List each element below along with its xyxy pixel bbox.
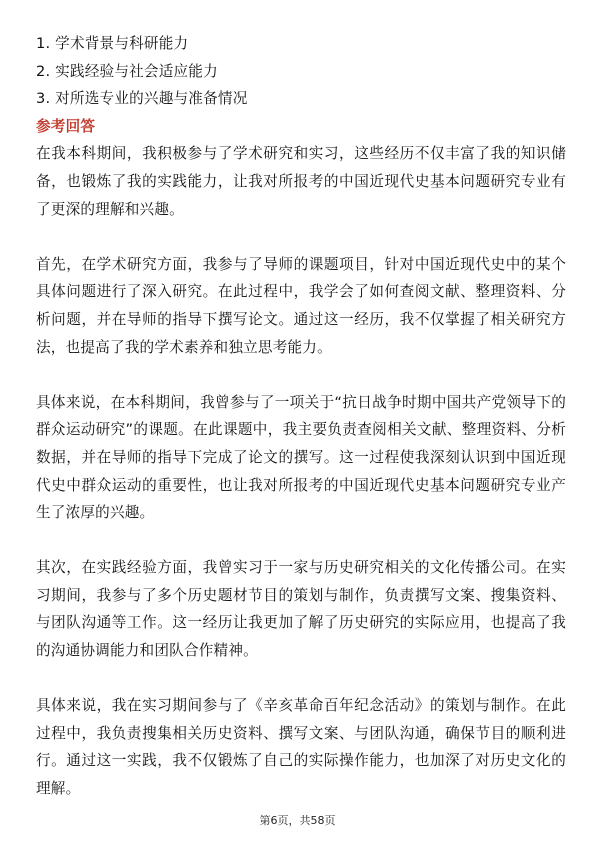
answer-heading: 参考回答 (36, 117, 96, 135)
answer-paragraph: 具体来说，我在实习期间参与了《辛亥革命百年纪念活动》的策划与制作。在此过程中，我负责搜集相关历史资料、撰写文案、与团队沟通，确保节目的顺利进行。通过这一实践，我不仅锻炼了自己的实际操作能力，也加深了对历史文化的理解。 (36, 697, 566, 798)
page-content (36, 30, 566, 803)
answer-paragraph: 具体来说，在本科期间，我曾参与了一项关于“抗日战争时期中国共产党领导下的群众运动研究”的课题。在此课题中，我主要负责查阅相关文献、整理资料、分析数据，并在导师的指导下完成了论文的撰写。这一过程使我深刻认识到中国近现代史中群众运动的重要性，也让我对所报考的中国近现代史基本问题研究专业产生了浓厚的兴趣。 (36, 393, 566, 522)
paragraph-spacer (36, 223, 566, 251)
question-item: 3. 对所选专业的兴趣与准备情况 (36, 90, 248, 108)
page-number: 第6页，共58页 (259, 814, 336, 827)
answer-paragraph: 首先，在学术研究方面，我参与了导师的课题项目，针对中国近现代史中的某个具体问题进行了深入研究。在此过程中，我学会了如何查阅文献、整理资料、分析问题，并在导师的指导下撰写论文。通过这一经历，我不仅掌握了相关研究方法，也提高了我的学术素养和独立思考能力。 (36, 255, 566, 356)
answer-paragraph: 在我本科期间，我积极参与了学术研究和实习，这些经历不仅丰富了我的知识储备，也锻炼了我的实践能力，让我对所报考的中国近现代史基本问题研究专业有了更深的理解和兴趣。 (36, 145, 566, 218)
answer-paragraph: 其次，在实践经验方面，我曾实习于一家与历史研究相关的文化传播公司。在实习期间，我参与了多个历史题材节目的策划与制作，负责撰写文案、搜集资料、与团队沟通等工作。这一经历让我更加了解了历史研究的实际应用，也提高了我的沟通协调能力和团队合作精神。 (36, 559, 566, 660)
question-item: 1. 学术背景与科研能力 (36, 35, 189, 52)
paragraph-spacer (36, 361, 566, 389)
question-item: 2. 实践经验与社会适应能力 (36, 62, 218, 80)
paragraph-spacer (36, 665, 566, 693)
paragraph-spacer (36, 527, 566, 555)
